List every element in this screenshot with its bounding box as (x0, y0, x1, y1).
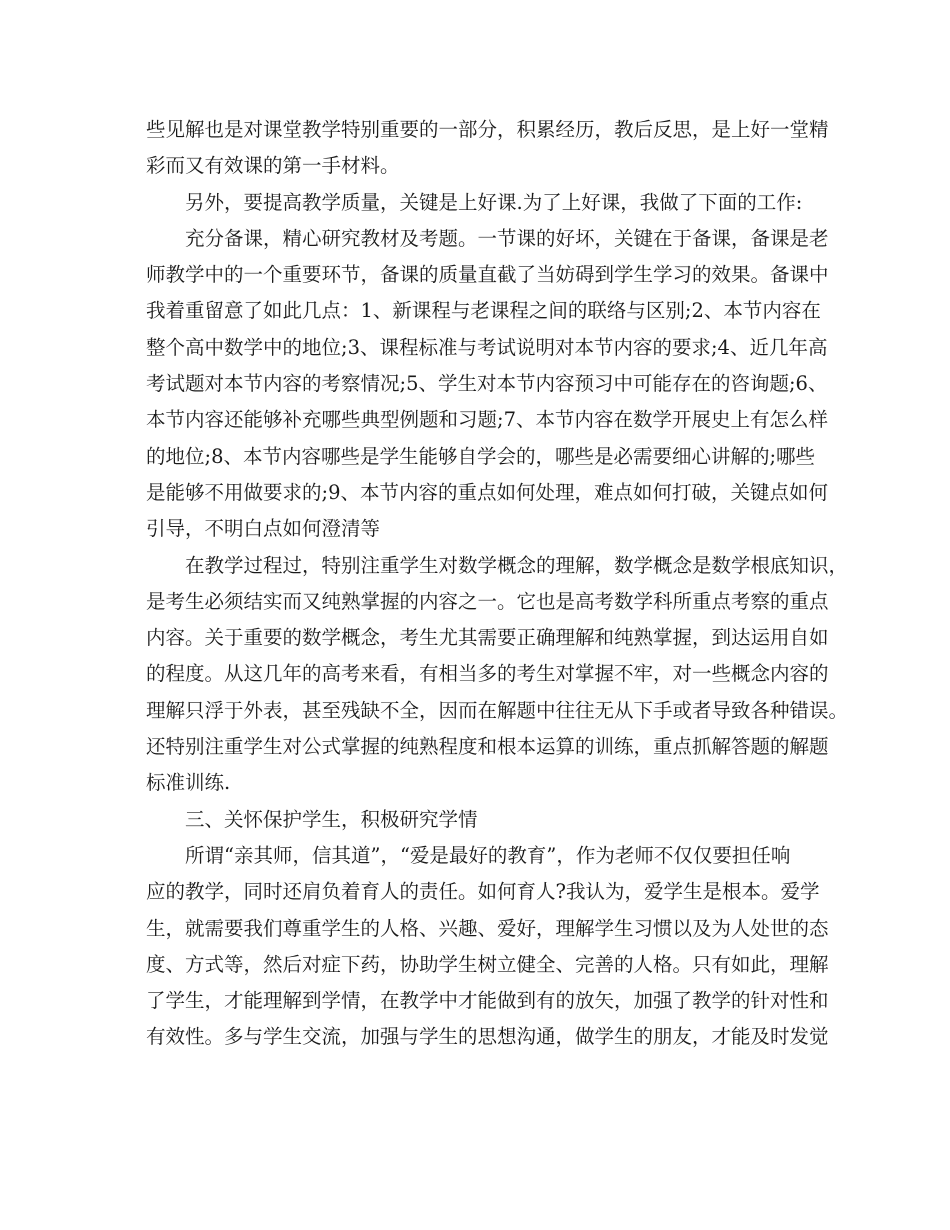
text-line: 的程度。从这几年的高考来看，有相当多的考生对掌握不牢，对一些概念内容的 (146, 662, 829, 686)
section-heading: 三、关怀保护学生，积极研究学情 (185, 807, 478, 831)
text-line: 生，就需要我们尊重学生的人格、兴趣、爱好，理解学生习惯以及为人处世的态 (146, 916, 829, 940)
text-line: 度、方式等，然后对症下药，协助学生树立健全、完善的人格。只有如此，理解 (146, 952, 829, 976)
text-line: 有效性。多与学生交流，加强与学生的思想沟通，做学生的朋友，才能及时发觉 (146, 1025, 829, 1049)
document-body (146, 112, 849, 1056)
text-line: 我着重留意了如此几点：1、新课程与老课程之间的联络与区别;2、本节内容在 (146, 299, 821, 323)
text-line: 整个高中数学中的地位;3、课程标准与考试说明对本节内容的要求;4、近几年高 (146, 335, 828, 359)
text-line: 还特别注重学生对公式掌握的纯熟程度和根本运算的训练，重点抓解答题的解题 (146, 735, 829, 759)
text-line: 是考生必须结实而又纯熟掌握的内容之一。它也是高考数学科所重点考察的重点 (146, 589, 829, 613)
paragraph-start-line: 充分备课，精心研究教材及考题。一节课的好坏，关键在于备课，备课是老 (185, 226, 829, 250)
text-line: 师教学中的一个重要环节，备课的质量直截了当妨碍到学生学习的效果。备课中 (146, 263, 829, 287)
text-line: 本节内容还能够补充哪些典型例题和习题;7、本节内容在数学开展史上有怎么样 (146, 408, 828, 432)
text-line: 应的教学，同时还肩负着育人的责任。如何育人?我认为，爱学生是根本。爱学 (146, 880, 820, 904)
paragraph-start-line: 另外，要提高教学质量，关键是上好课.为了上好课，我做了下面的工作: (185, 190, 803, 214)
text-line: 了学生，才能理解到学情，在教学中才能做到有的放矢，加强了教学的针对性和 (146, 989, 829, 1013)
text-line: 标准训练. (146, 771, 231, 795)
paragraph-start-line: 所谓“亲其师，信其道”，“爱是最好的教育”，作为老师不仅仅要担任响 (185, 843, 791, 867)
text-line: 理解只浮于外表，甚至残缺不全，因而在解题中往往无从下手或者导致各种错误。 (146, 698, 849, 722)
text-line: 彩而又有效课的第一手材料。 (146, 154, 400, 178)
text-line: 些见解也是对课堂教学特别重要的一部分，积累经历，教后反思，是上好一堂精 (146, 118, 829, 141)
paragraph-start-line: 在教学过程过，特别注重学生对数学概念的理解，数学概念是数学根底知识， (185, 553, 849, 577)
text-line: 内容。关于重要的数学概念，考生尤其需要正确理解和纯熟掌握，到达运用自如 (146, 626, 829, 650)
text-line: 是能够不用做要求的;9、本节内容的重点如何处理，难点如何打破，关键点如何 (146, 480, 828, 504)
text-line: 引导，不明白点如何澄清等 (146, 517, 381, 541)
text-line: 考试题对本节内容的考察情况;5、学生对本节内容预习中可能存在的咨询题;6、 (146, 372, 828, 396)
text-line: 的地位;8、本节内容哪些是学生能够自学会的，哪些是必需要细心讲解的;哪些 (146, 444, 816, 468)
